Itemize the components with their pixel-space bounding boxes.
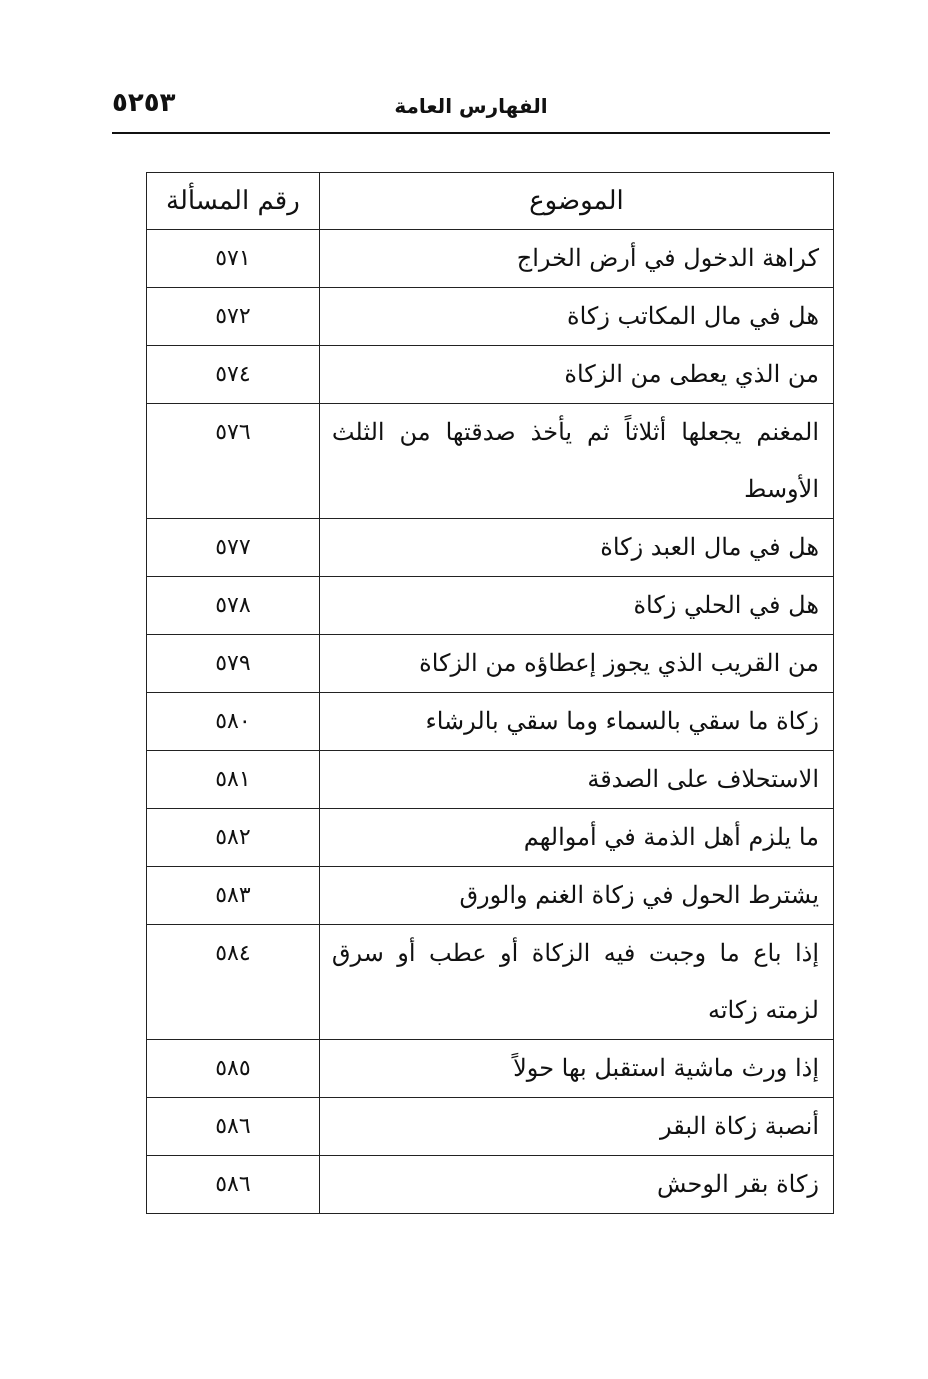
topic-cell: من القريب الذي يجوز إعطاؤه من الزكاة: [319, 635, 833, 693]
number-cell: ٥٨٤: [147, 925, 320, 1040]
topic-cell: من الذي يعطى من الزكاة: [319, 346, 833, 404]
table-row: [147, 635, 834, 693]
table-row: [147, 693, 834, 751]
topic-cell: الاستحلاف على الصدقة: [319, 751, 833, 809]
table-row: [147, 1098, 834, 1156]
table-row: [147, 346, 834, 404]
table-header-row: [147, 173, 834, 230]
table-row: [147, 809, 834, 867]
topic-cell: هل في الحلي زكاة: [319, 577, 833, 635]
column-header-number: رقم المسألة: [147, 173, 320, 230]
running-title: الفهارس العامة: [394, 94, 548, 118]
table-row: [147, 1156, 834, 1214]
page-number: ٥٢٥٣: [112, 88, 176, 118]
page-header: [112, 82, 830, 132]
number-cell: ٥٨٠: [147, 693, 320, 751]
number-cell: ٥٨٦: [147, 1098, 320, 1156]
table-row: [147, 925, 834, 1040]
number-cell: ٥٧٩: [147, 635, 320, 693]
topic-cell: زكاة ما سقي بالسماء وما سقي بالرشاء: [319, 693, 833, 751]
topic-cell: إذا باع ما وجبت فيه الزكاة أو عطب أو سرق لزمته زكاته: [319, 925, 833, 1040]
table-row: [147, 519, 834, 577]
topic-cell: أنصبة زكاة البقر: [319, 1098, 833, 1156]
table-row: [147, 751, 834, 809]
table-row: [147, 230, 834, 288]
header-divider: [112, 132, 830, 134]
number-cell: ٥٨١: [147, 751, 320, 809]
number-cell: ٥٨٥: [147, 1040, 320, 1098]
topic-cell: كراهة الدخول في أرض الخراج: [319, 230, 833, 288]
index-table: [146, 172, 834, 1214]
number-cell: ٥٨٦: [147, 1156, 320, 1214]
number-cell: ٥٧٦: [147, 404, 320, 519]
number-cell: ٥٧٨: [147, 577, 320, 635]
number-cell: ٥٧١: [147, 230, 320, 288]
table-row: [147, 577, 834, 635]
topic-cell: إذا ورث ماشية استقبل بها حولاً: [319, 1040, 833, 1098]
topic-cell: زكاة بقر الوحش: [319, 1156, 833, 1214]
table-row: [147, 404, 834, 519]
table-row: [147, 867, 834, 925]
number-cell: ٥٧٤: [147, 346, 320, 404]
topic-cell: يشترط الحول في زكاة الغنم والورق: [319, 867, 833, 925]
topic-cell: هل في مال المكاتب زكاة: [319, 288, 833, 346]
topic-cell: هل في مال العبد زكاة: [319, 519, 833, 577]
number-cell: ٥٧٢: [147, 288, 320, 346]
number-cell: ٥٧٧: [147, 519, 320, 577]
table-row: [147, 1040, 834, 1098]
topic-cell: المغنم يجعلها أثلاثاً ثم يأخذ صدقتها من الثلث الأوسط: [319, 404, 833, 519]
number-cell: ٥٨٢: [147, 809, 320, 867]
number-cell: ٥٨٣: [147, 867, 320, 925]
table-row: [147, 288, 834, 346]
column-header-topic: الموضوع: [319, 173, 833, 230]
topic-cell: ما يلزم أهل الذمة في أموالهم: [319, 809, 833, 867]
